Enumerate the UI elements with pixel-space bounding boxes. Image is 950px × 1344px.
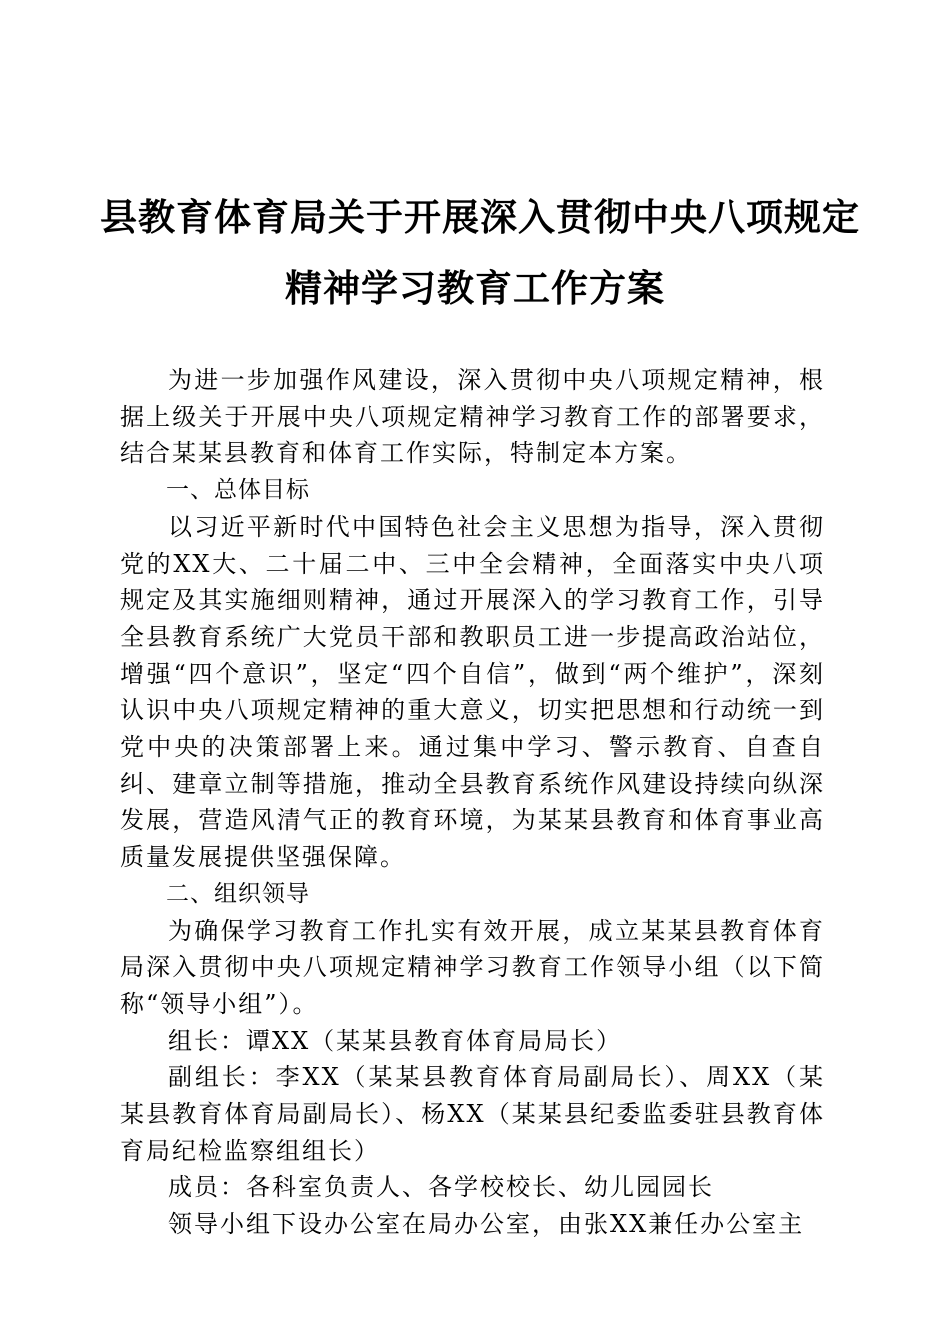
organization-paragraph: 为确保学习教育工作扎实有效开展，成立某某县教育体育局深入贯彻中央八项规定精神学习教育工作领导小组（以下简称“领导小组”）。 bbox=[120, 916, 825, 1018]
document-title-line-1: 县教育体育局关于开展深入贯彻中央八项规定 bbox=[100, 196, 860, 239]
members-line: 成员：各科室负责人、各学校校长、幼儿园园长 bbox=[168, 1173, 714, 1202]
overall-goal-paragraph: 以习近平新时代中国特色社会主义思想为指导，深入贯彻党的XX大、二十届二中、三中全会精神，全面落实中央八项规定及其实施细则精神，通过开展深入的学习教育工作，引导全县教育系统广大党员干部和教职员工进一步提高政治站位，增强“四个意识”，坚定“四个自信”，做到“两个维护”，深刻认识中央八项规定精神的重大意义，切实把思想和行动统一到党中央的决策部署上来。通过集中学习、警示教育、自查自纠、建章立制等措施，推动全县教育系统作风建设持续向纵深发展，营造风清气正的教育环境，为某某县教育和体育事业高质量发展提供坚强保障。 bbox=[120, 512, 825, 872]
document-body bbox=[120, 362, 825, 1243]
deputy-leader-paragraph: 副组长：李XX（某某县教育体育局副局长）、周XX（某某县教育体育局副局长）、杨XX（某某县纪委监委驻县教育体育局纪检监察组组长） bbox=[120, 1063, 825, 1165]
leader-line: 组长：谭XX（某某县教育体育局局长） bbox=[168, 1026, 623, 1055]
intro-paragraph: 为进一步加强作风建设，深入贯彻中央八项规定精神，根据上级关于开展中央八项规定精神学习教育工作的部署要求，结合某某县教育和体育工作实际，特制定本方案。 bbox=[120, 366, 825, 468]
section-heading-organization: 二、组织领导 bbox=[166, 880, 310, 907]
document-title-line-2: 精神学习教育工作方案 bbox=[285, 267, 665, 310]
office-paragraph: 领导小组下设办公室在局办公室，由张XX兼任办公室主 bbox=[168, 1210, 805, 1239]
section-heading-overall-goal: 一、总体目标 bbox=[166, 477, 310, 504]
